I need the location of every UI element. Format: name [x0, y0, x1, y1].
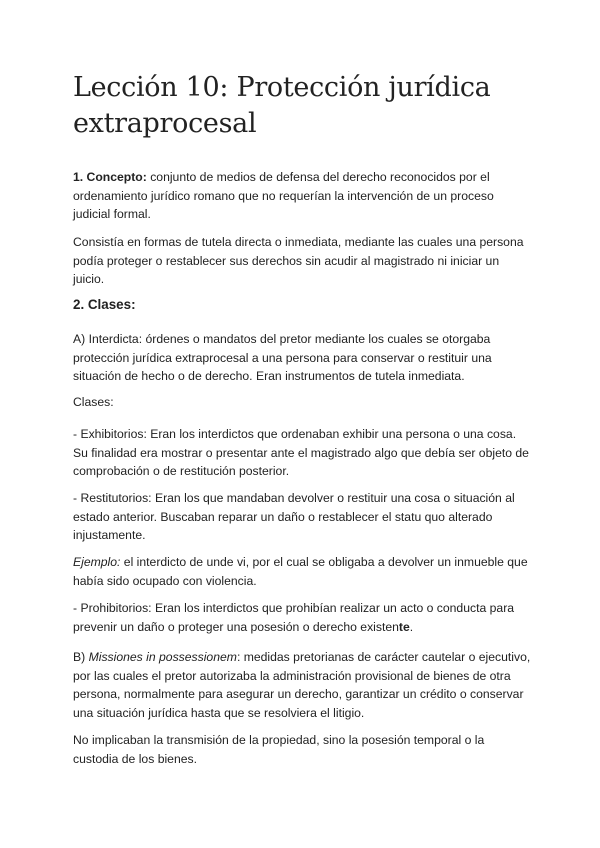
- restitutorios-paragraph: - Restitutorios: Eran los que mandaban devolver o restituir una cosa o situación al estado anterior. Buscaban reparar un daño o restablecer el statu quo alterado injustamente.: [73, 491, 515, 543]
- ejemplo-label: Ejemplo:: [73, 555, 121, 569]
- clases-heading: 2. Clases:: [73, 297, 136, 312]
- missiones-prefix: B): [73, 650, 89, 664]
- prohibitorios-paragraph: [73, 599, 531, 636]
- no-implicaban-paragraph: No implicaban la transmisión de la propiedad, sino la posesión temporal o la custodia de los bienes.: [73, 733, 485, 766]
- concepto-label: 1. Concepto:: [73, 170, 147, 184]
- clases-label: Clases:: [73, 395, 114, 409]
- ejemplo-text: el interdicto de unde vi, por el cual se obligaba a devolver un inmueble que había sido ocupado con violencia.: [73, 555, 528, 588]
- missiones-term: Missiones in possessionem: [88, 650, 237, 664]
- prohibitorios-tail: .: [409, 619, 414, 634]
- concepto-text: conjunto de medios de defensa del derecho reconocidos por el ordenamiento jurídico romano que no requerían la intervención de un proceso judicial formal.: [73, 170, 494, 222]
- prohibitorios-bold-end: te: [398, 619, 410, 634]
- concepto-paragraph: [73, 168, 531, 224]
- missiones-text: : medidas pretorianas de carácter cautelar o ejecutivo, por las cuales el pretor autorizaba la administración provisional de bienes de otra persona, normalmente para asegurar un derecho, garantizar un crédito o conservar una situación jurídica hasta que se resolviera el litigio.: [73, 650, 531, 720]
- consistia-paragraph: Consistía en formas de tutela directa o inmediata, mediante las cuales una persona podía proteger o restablecer sus derechos sin acudir al magistrado ni iniciar un juicio.: [73, 235, 524, 287]
- ejemplo-paragraph: [73, 553, 531, 590]
- exhibitorios-paragraph: - Exhibitorios: Eran los interdictos que ordenaban exhibir una persona o una cosa. Su finalidad era mostrar o presentar ante el magistrado algo que debía ser objeto de comprobación o de restitución posterior.: [73, 427, 529, 479]
- page-title: Lección 10: Protección jurídica extraprocesal: [73, 72, 491, 139]
- prohibitorios-text: - Prohibitorios: Eran los interdictos que prohibían realizar un acto o conducta para prevenir un daño o proteger una posesión o derecho existen: [73, 601, 515, 634]
- interdicta-paragraph: A) Interdicta: órdenes o mandatos del pretor mediante los cuales se otorgaba protección jurídica extraprocesal a una persona para conservar o restituir una situación de hecho o de derecho. Eran instrumentos de tutela inmediata.: [73, 332, 492, 384]
- missiones-paragraph: [73, 648, 531, 722]
